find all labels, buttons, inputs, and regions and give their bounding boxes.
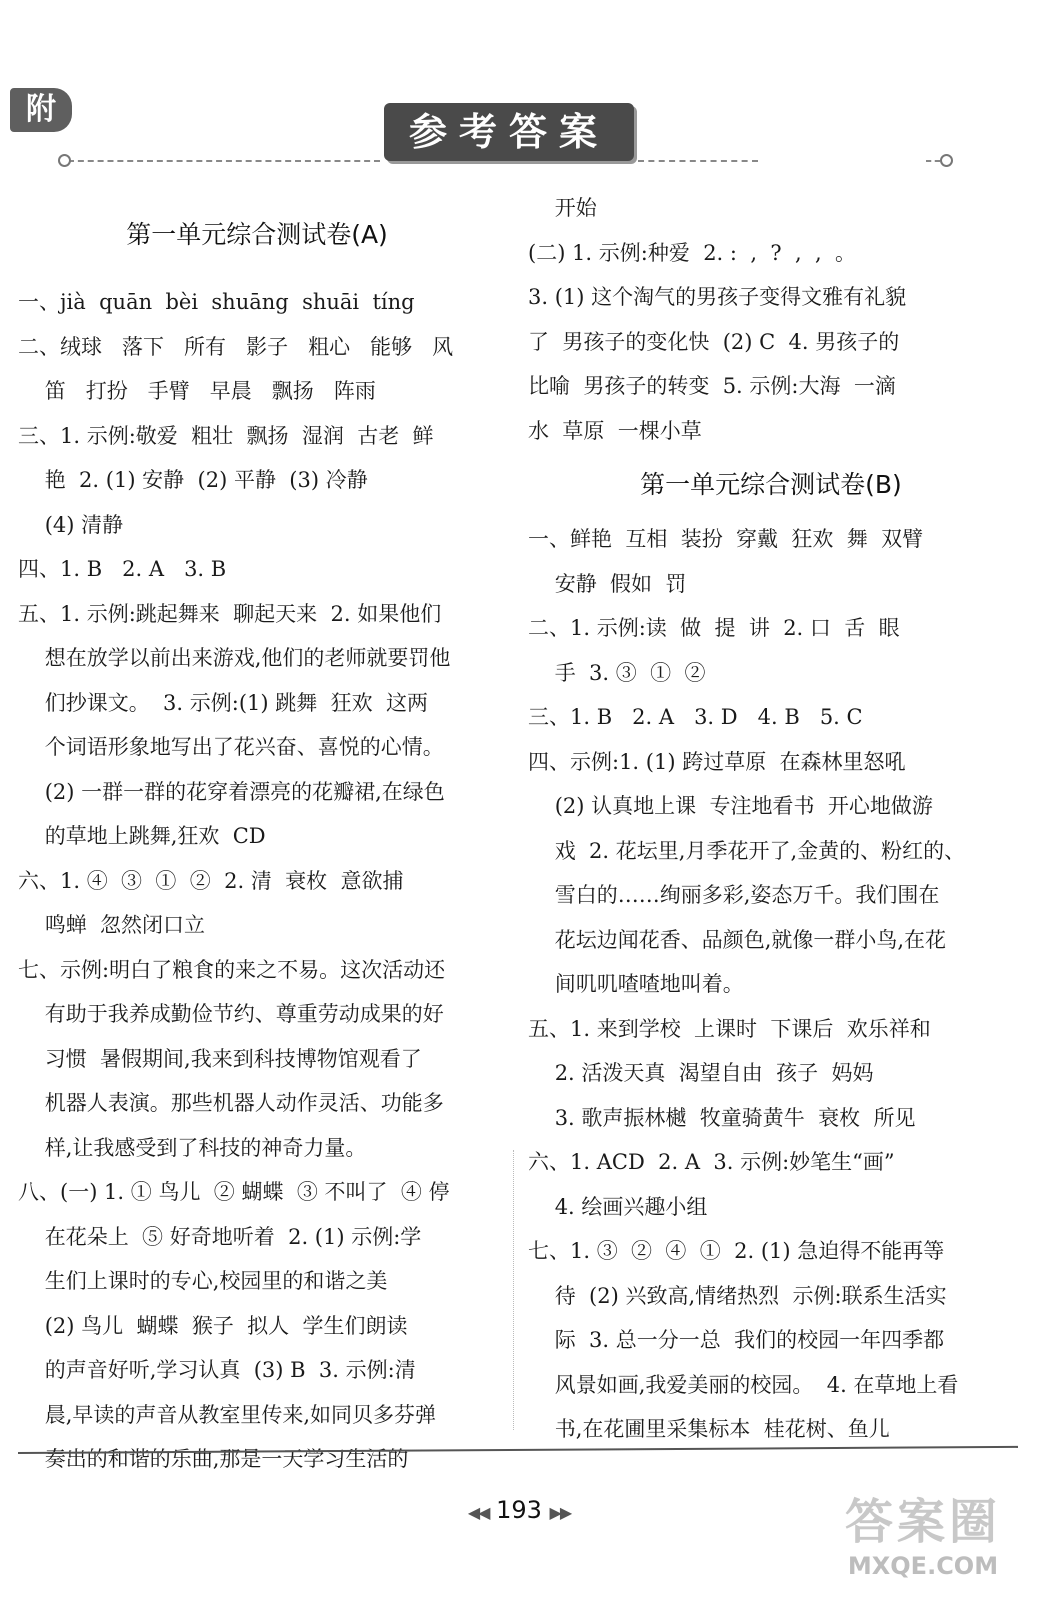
answer-line: 间叽叽喳喳地叫着。 (528, 972, 744, 996)
answer-line: 4. 绘画兴趣小组 (528, 1194, 708, 1219)
answer-line: 七、示例:明白了粮食的来之不易。这次活动还 (18, 957, 446, 982)
right-answer-lines-top (528, 186, 1014, 453)
answer-line: (2) 认真地上课 专注地看书 开心地做游 (528, 794, 933, 818)
answer-line: 笛 打扮 手臂 早晨 飘扬 阵雨 (18, 379, 376, 403)
answer-line: 花坛边闻花香、品颜色,就像一群小鸟,在花 (528, 927, 947, 952)
answer-line: 了 男孩子的变化快 (2) C 4. 男孩子的 (528, 329, 900, 354)
answer-line: 在花朵上 ⑤ 好奇地听着 2. (1) 示例:学 (18, 1224, 422, 1249)
left-column (18, 190, 496, 1482)
answer-line: 四、示例:1. (1) 跨过草原 在森林里怒吼 (528, 749, 906, 774)
answer-line: 3. (1) 这个淘气的男孩子变得文雅有礼貌 (528, 285, 907, 309)
answer-line: 六、1. ACD 2. A 3. 示例:妙笔生“画” (528, 1150, 895, 1174)
answer-line: (4) 清静 (18, 512, 124, 537)
answer-line: 书,在花圃里采集标本 桂花树、鱼儿 (528, 1417, 890, 1441)
answer-line: 三、1. B 2. A 3. D 4. B 5. C (528, 705, 863, 729)
section-title-b: 第一单元综合测试卷(B) (640, 470, 902, 499)
answer-line: 想在放学以前出来游戏,他们的老师就要罚他 (18, 646, 451, 670)
answer-line: 奏出的和谐的乐曲,那是一天学习生活的 (18, 1447, 409, 1471)
column-divider (513, 1150, 514, 1430)
watermark (818, 1494, 1028, 1590)
answer-line: 二、1. 示例:读 做 提 讲 2. 口 舌 眼 (528, 616, 900, 640)
right-column (528, 186, 1014, 1452)
answer-line: 雪白的……绚丽多彩,姿态万千。我们围在 (528, 883, 940, 907)
title-rule-left (68, 160, 380, 162)
title-rule-right-end (926, 160, 940, 162)
right-answer-lines-bottom (528, 517, 1014, 1452)
rule-dot-right (940, 154, 953, 167)
answer-line: 五、1. 示例:跳起舞来 聊起天来 2. 如果他们 (18, 601, 442, 626)
answer-line: 们抄课文。 3. 示例:(1) 跳舞 狂欢 这两 (18, 690, 428, 715)
answer-line: 五、1. 来到学校 上课时 下课后 欢乐祥和 (528, 1016, 931, 1041)
answer-line: 艳 2. (1) 安静 (2) 平静 (3) 冷静 (18, 468, 368, 492)
left-answer-lines (18, 280, 496, 1482)
rule-dot-left (58, 154, 71, 167)
next-arrows-icon: ▶▶ (549, 1503, 571, 1522)
answer-line: 习惯 暑假期间,我来到科技博物馆观看了 (18, 1046, 422, 1071)
page-number (444, 1490, 594, 1530)
answer-line: 的声音好听,学习认真 (3) B 3. 示例:清 (18, 1358, 416, 1382)
page-title: 参考答案 (384, 103, 634, 161)
answer-line: 鸣蝉 忽然闭口立 (18, 913, 206, 937)
answer-line: 待 (2) 兴致高,情绪热烈 示例:联系生活实 (528, 1283, 947, 1308)
answer-line: 2. 活泼天真 渴望自由 孩子 妈妈 (528, 1061, 874, 1085)
answer-line: (2) 一群一群的花穿着漂亮的花瓣裙,在绿色 (18, 779, 445, 804)
answer-line: 三、1. 示例:敬爱 粗壮 飘扬 湿润 古老 鲜 (18, 423, 434, 448)
answer-line: 二、绒球 落下 所有 影子 粗心 能够 风 (18, 334, 454, 359)
answer-line: 八、(一) 1. ① 鸟儿 ② 蝴蝶 ③ 不叫了 ④ 停 (18, 1180, 450, 1204)
page-number-text: 193 (496, 1496, 542, 1524)
answer-line: 的草地上跳舞,狂欢 CD (18, 824, 266, 848)
answer-line: 六、1. ④ ③ ① ② 2. 清 衰枚 意欲捕 (18, 868, 404, 893)
answer-line: 七、1. ③ ② ④ ① 2. (1) 急迫得不能再等 (528, 1239, 945, 1263)
watermark-url: MXQE.COM (847, 1552, 999, 1580)
answer-line: 安静 假如 罚 (528, 571, 687, 596)
answer-line: 手 3. ③ ① ② (528, 660, 706, 685)
prev-arrows-icon: ◀◀ (467, 1503, 489, 1522)
answer-line: (二) 1. 示例:种爱 2. : , ? , , 。 (528, 240, 857, 265)
answer-line: 个词语形象地写出了花兴奋、喜悦的心情。 (18, 735, 444, 759)
answer-line: 生们上课时的专心,校园里的和谐之美 (18, 1269, 388, 1293)
answer-line: 开始 (528, 196, 597, 220)
appendix-tab: 附 (10, 88, 72, 132)
answer-line: 晨,早读的声音从教室里传来,如同贝多芬弹 (18, 1402, 437, 1427)
answer-line: 一、jià quān bèi shuāng shuāi tíng (18, 290, 415, 314)
answer-line: 水 草原 一棵小草 (528, 418, 702, 443)
title-rule-right (638, 160, 758, 162)
answer-line: 比喻 男孩子的转变 5. 示例:大海 一滴 (528, 374, 896, 398)
answer-line: 有助于我养成勤俭节约、尊重劳动成果的好 (18, 1002, 444, 1026)
answer-line: 机器人表演。那些机器人动作灵活、功能多 (18, 1091, 444, 1115)
answer-line: 戏 2. 花坛里,月季花开了,金黄的、粉红的、 (528, 838, 966, 863)
watermark-logo: 答案圈 (844, 1494, 1001, 1550)
answer-line: (2) 鸟儿 蝴蝶 猴子 拟人 学生们朗读 (18, 1313, 408, 1338)
answer-line: 四、1. B 2. A 3. B (18, 557, 227, 581)
answer-line: 一、鲜艳 互相 装扮 穿戴 狂欢 舞 双臂 (528, 527, 924, 551)
answer-line: 3. 歌声振林樾 牧童骑黄牛 衰枚 所见 (528, 1105, 916, 1130)
answer-line: 样,让我感受到了科技的神奇力量。 (18, 1135, 367, 1160)
answer-line: 际 3. 总一分一总 我们的校园一年四季都 (528, 1328, 945, 1352)
section-title-a: 第一单元综合测试卷(A) (126, 220, 388, 249)
answer-line: 风景如画,我爱美丽的校园。 4. 在草地上看 (528, 1372, 959, 1397)
